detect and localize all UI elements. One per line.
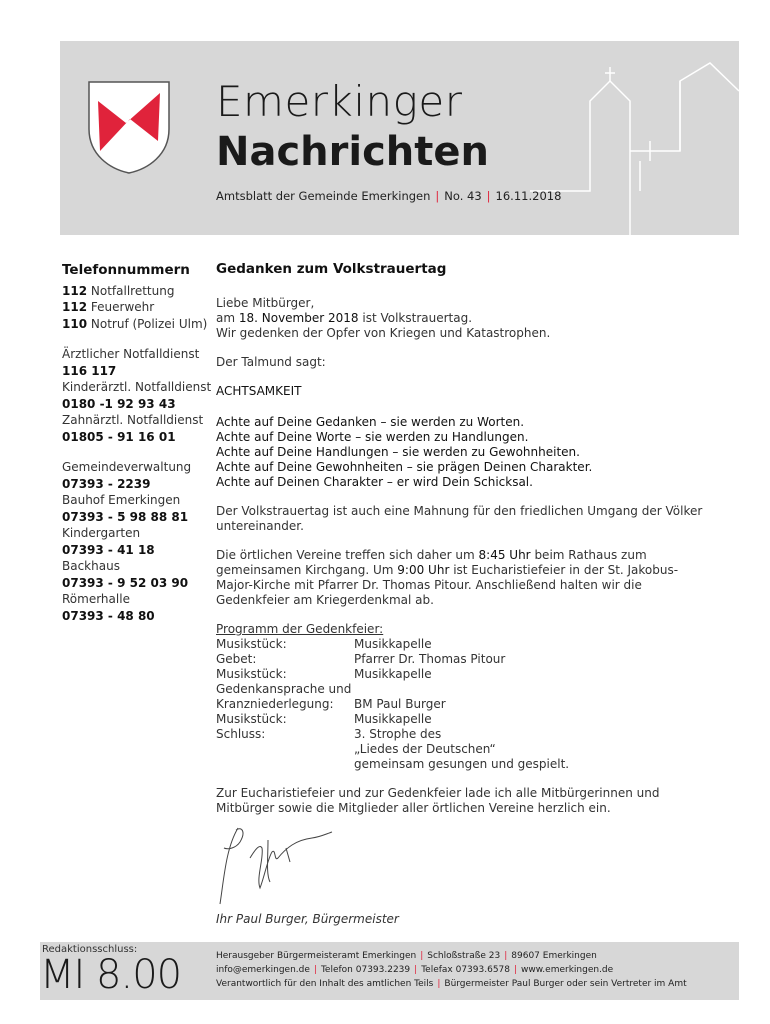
- saying: Achte auf Deine Handlungen – sie werden zu Gewohnheiten.: [216, 445, 580, 459]
- program-item: Musikstück:: [216, 637, 287, 651]
- imprint: [216, 949, 687, 991]
- local-numbers: [62, 459, 212, 624]
- program-performer: BM Paul Burger: [354, 697, 446, 711]
- program-item: [216, 742, 354, 757]
- separator: |: [435, 189, 440, 203]
- program-performer: Musikkapelle: [354, 667, 432, 681]
- program-item: Gedenkansprache und: [216, 682, 352, 696]
- saying: Achte auf Deinen Charakter – er wird Dein Schicksal.: [216, 475, 533, 489]
- saying: Achte auf Deine Worte – sie werden zu Handlungen.: [216, 430, 529, 444]
- section-heading: ACHTSAMKEIT: [216, 384, 302, 398]
- phone-number: 112: [62, 300, 88, 314]
- phone-label: Zahnärztl. Notfalldienst: [62, 413, 204, 427]
- masthead-subline: [216, 189, 561, 203]
- article-intro: [216, 296, 706, 341]
- phone-number: 116 117: [62, 363, 117, 378]
- phone-number: 110: [62, 316, 88, 331]
- phone-number: 07393 - 48 80: [62, 608, 155, 623]
- separator: |: [313, 965, 317, 975]
- phone-numbers-sidebar: [62, 262, 212, 638]
- website-link[interactable]: www.emerkingen.de: [521, 965, 614, 975]
- meeting-time: 8:45 Uhr: [478, 548, 531, 562]
- program-title: Programm der Gedenkfeier:: [216, 622, 384, 636]
- text-span: am: [216, 311, 239, 325]
- imprint-line: [216, 963, 687, 977]
- text-span: ist Eucharistiefeier in der St. Jakobus-Major-Kirche mit Pfarrer Dr. Thomas Pitour. Anschließend halten wir die Gedenkfeier am Kriegerdenkmal ab.: [216, 563, 679, 607]
- text-span: Die örtlichen Vereine treffen sich daher um: [216, 548, 479, 562]
- phone-number: 07393 - 41 18: [62, 542, 155, 557]
- footer: [40, 942, 739, 1000]
- separator: |: [437, 979, 441, 989]
- phone-number: 07393 - 5 98 88 81: [62, 509, 189, 524]
- phone-label: Ärztlicher Notfalldienst: [62, 347, 200, 361]
- medical-numbers: [62, 346, 212, 445]
- separator: |: [504, 951, 508, 961]
- phone-label: Bauhof Emerkingen: [62, 493, 181, 507]
- talmud-intro: Der Talmund sagt:: [216, 355, 326, 369]
- text-span: beim Rathaus zum gemeinsamen Kirchgang. Um: [216, 548, 647, 577]
- phone-number: 01805 - 91 16 01: [62, 429, 176, 444]
- masthead-title-line1: Emerkinger: [216, 77, 463, 126]
- separator: |: [420, 951, 424, 961]
- street: Schloßstraße 23: [427, 951, 501, 961]
- separator: |: [514, 965, 518, 975]
- program-row: [216, 667, 706, 682]
- sidebar-title: Telefonnummern: [62, 262, 190, 278]
- program-performer: 3. Strophe des: [354, 727, 442, 741]
- program-performer: „Liedes der Deutschen“: [354, 742, 496, 756]
- phone-label: Kindergarten: [62, 526, 141, 540]
- imprint-line: [216, 949, 687, 963]
- masthead: [60, 41, 739, 235]
- list-item: [62, 316, 212, 333]
- program-item: Musikstück:: [216, 667, 287, 681]
- program-performer: gemeinsam gesungen und gespielt.: [354, 757, 570, 771]
- program-row: [216, 637, 706, 652]
- deadline-time: MI 8.00: [40, 952, 182, 998]
- program-row: [216, 742, 706, 757]
- deadline-label: Redaktionsschluss:: [42, 944, 138, 955]
- fax: Telefax 07393.6578: [421, 965, 510, 975]
- church-outline-icon: [530, 41, 739, 235]
- city: 89607 Emerkingen: [511, 951, 597, 961]
- phone-number: 112: [62, 283, 88, 298]
- phone-number: 07393 - 2239: [62, 476, 151, 491]
- program: [216, 622, 706, 772]
- phone-label: Kinderärztl. Notfalldienst: [62, 380, 212, 394]
- program-row: [216, 757, 706, 772]
- article-title: Gedanken zum Volkstrauertag: [216, 261, 447, 277]
- phone-number: 07393 - 9 52 03 90: [62, 575, 189, 590]
- list-item: [62, 283, 212, 300]
- greeting: Liebe Mitbürger,: [216, 296, 315, 310]
- program-row: [216, 652, 706, 667]
- separator: |: [414, 965, 418, 975]
- phone-number: 0180 -1 92 93 43: [62, 396, 176, 411]
- program-performer: Musikkapelle: [354, 637, 432, 651]
- emergency-numbers: [62, 283, 212, 333]
- phone-label: Notfallrettung: [90, 283, 175, 298]
- program-item: [216, 757, 354, 772]
- phone-label: Notruf (Polizei Ulm): [90, 316, 208, 331]
- sayings-list: [216, 415, 706, 490]
- program-item: Schluss:: [216, 727, 266, 741]
- program-item: Musikstück:: [216, 712, 287, 726]
- signature: [216, 818, 336, 908]
- issue-number: No. 43: [444, 189, 482, 203]
- program-item: Kranzniederlegung:: [216, 697, 334, 711]
- issue-date: 16.11.2018: [495, 189, 562, 203]
- imprint-line: [216, 977, 687, 991]
- saying: Achte auf Deine Gewohnheiten – sie prägen Deinen Charakter.: [216, 460, 593, 474]
- program-item: Gebet:: [216, 652, 257, 666]
- coat-of-arms-icon: [86, 79, 172, 175]
- paragraph: Der Volkstrauertag ist auch eine Mahnung für den friedlichen Umgang der Völker untereinander.: [216, 504, 703, 533]
- program-performer: Musikkapelle: [354, 712, 432, 726]
- responsible-person: Bürgermeister Paul Burger oder sein Vertreter im Amt: [444, 979, 687, 989]
- phone: Telefon 07393.2239: [320, 965, 411, 975]
- publisher: Herausgeber Bürgermeisteramt Emerkingen: [216, 951, 417, 961]
- masthead-title-line2: Nachrichten: [216, 129, 490, 175]
- saying: Achte auf Deine Gedanken – sie werden zu Worten.: [216, 415, 525, 429]
- event-date: 18. November 2018: [238, 311, 359, 325]
- mass-time: 9:00 Uhr: [397, 563, 450, 577]
- email-link[interactable]: info@emerkingen.de: [216, 965, 310, 975]
- phone-label: Römerhalle: [62, 592, 130, 606]
- signature-line: Ihr Paul Burger, Bürgermeister: [216, 912, 399, 926]
- phone-label: Backhaus: [62, 559, 120, 573]
- program-row: [216, 682, 706, 697]
- remembrance-text: Wir gedenken der Opfer von Kriegen und Katastrophen.: [216, 326, 551, 340]
- program-rows: [216, 637, 706, 772]
- program-performer: Pfarrer Dr. Thomas Pitour: [354, 652, 506, 666]
- responsibility: Verantwortlich für den Inhalt des amtlichen Teils: [216, 979, 434, 989]
- program-row: [216, 727, 706, 742]
- program-row: [216, 697, 706, 712]
- publication-subtitle: Amtsblatt der Gemeinde Emerkingen: [216, 189, 431, 203]
- separator: |: [486, 189, 491, 203]
- phone-label: Gemeindeverwaltung: [62, 460, 192, 474]
- invitation: Zur Eucharistiefeier und zur Gedenkfeier lade ich alle Mitbürgerinnen und Mitbürger sowie die Mitglieder aller örtlichen Vereine herzlich ein.: [216, 786, 660, 815]
- paragraph: [216, 548, 706, 608]
- program-row: [216, 712, 706, 727]
- list-item: [62, 299, 212, 316]
- phone-label: Feuerwehr: [90, 300, 155, 314]
- article: [216, 262, 706, 830]
- text-span: ist Volkstrauertag.: [358, 311, 473, 325]
